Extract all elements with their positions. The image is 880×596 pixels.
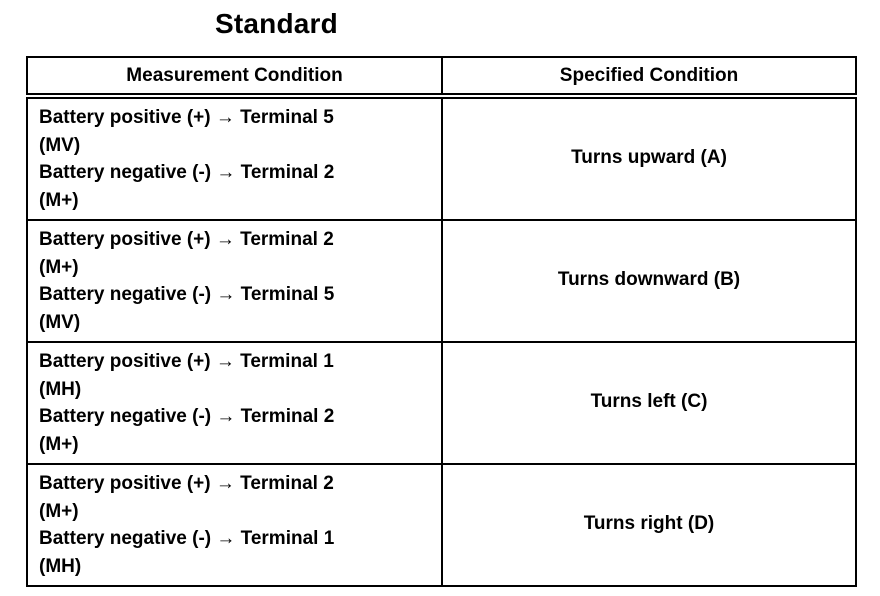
specified-condition-text: Turns left (C) bbox=[590, 391, 708, 412]
measurement-line: Battery negative (-) → Terminal 2 bbox=[39, 162, 335, 183]
specified-condition-cell bbox=[442, 342, 856, 464]
measurement-condition-cell bbox=[27, 464, 442, 586]
measurement-line: Battery negative (-) → Terminal 1 bbox=[39, 528, 335, 549]
measurement-line: Battery positive (+) → Terminal 5 bbox=[39, 107, 334, 128]
measurement-line: (MV) bbox=[39, 311, 81, 333]
specified-condition-text: Turns right (D) bbox=[583, 513, 715, 534]
measurement-line: (M+) bbox=[39, 433, 79, 455]
measurement-condition-cell bbox=[27, 96, 442, 220]
table-row bbox=[27, 464, 856, 586]
measurement-line: (M+) bbox=[39, 189, 79, 211]
measurement-line: Battery negative (-) → Terminal 2 bbox=[39, 406, 335, 427]
measurement-line: (MV) bbox=[39, 134, 81, 156]
specified-condition-cell bbox=[442, 464, 856, 586]
specified-condition-cell bbox=[442, 220, 856, 342]
table-header-row bbox=[27, 57, 856, 96]
measurement-condition-cell bbox=[27, 342, 442, 464]
page-title: Standard bbox=[215, 8, 338, 39]
measurement-line: Battery positive (+) → Terminal 1 bbox=[39, 351, 334, 372]
header-measurement-condition: Measurement Condition bbox=[27, 57, 442, 96]
measurement-line: (MH) bbox=[39, 378, 82, 400]
specified-condition-text: Turns upward (A) bbox=[571, 147, 727, 168]
measurement-line: Battery positive (+) → Terminal 2 bbox=[39, 473, 334, 494]
table-row bbox=[27, 342, 856, 464]
measurement-line: Battery positive (+) → Terminal 2 bbox=[39, 229, 334, 250]
table-row bbox=[27, 96, 856, 220]
specified-condition-text: Turns downward (B) bbox=[557, 269, 741, 290]
specified-condition-cell bbox=[442, 96, 856, 220]
measurement-line: (MH) bbox=[39, 555, 82, 577]
measurement-line: (M+) bbox=[39, 256, 79, 278]
measurement-line: Battery negative (-) → Terminal 5 bbox=[39, 284, 335, 305]
measurement-line: (M+) bbox=[39, 500, 79, 522]
table-row bbox=[27, 220, 856, 342]
header-specified-condition: Specified Condition bbox=[442, 57, 856, 96]
standard-table bbox=[26, 56, 857, 587]
measurement-condition-cell bbox=[27, 220, 442, 342]
